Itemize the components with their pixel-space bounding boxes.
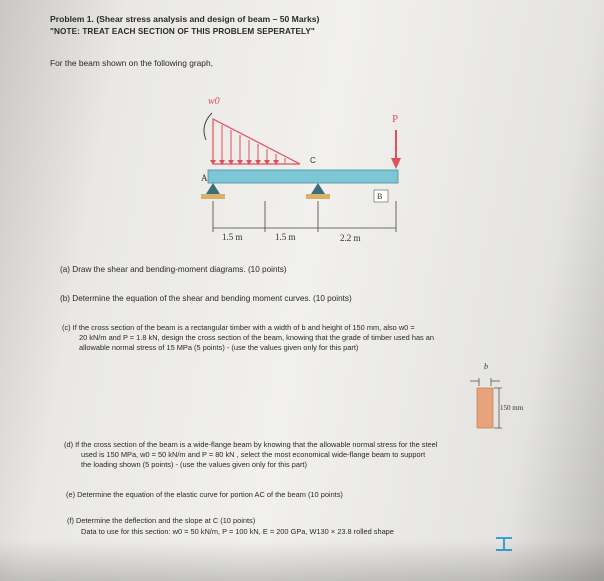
question-f-line1: (f) Determine the deflection and the slope at C (10 points) (67, 516, 256, 525)
support-base-c (306, 194, 330, 199)
timber-section (477, 388, 493, 428)
question-c-line2: 20 kN/m and P = 1.8 kN, design the cross section of the beam, knowing that the grade of timber used has an (79, 333, 435, 342)
question-b: (b) Determine the equation of the shear and bending moment curves. (10 points) (60, 294, 352, 303)
dim-1: 1.5 m (222, 232, 243, 242)
w0-label: w0 (208, 96, 220, 107)
b-label: B (377, 192, 383, 201)
question-c-line1: (c) If the cross section of the beam is a rectangular timber with a width of b and height of 150 mm, also w0 = (62, 323, 415, 332)
section-width-dim (470, 378, 500, 386)
section-h-label: 150 mm (500, 404, 524, 412)
question-e: (e) Determine the equation of the elastic curve for portion AC of the beam (10 points) (66, 490, 343, 499)
support-base-a (201, 194, 225, 199)
question-d-line1: (d) If the cross section of the beam is a wide-flange beam by knowing that the allowable normal stress for the steel (64, 440, 438, 449)
question-c-line3: allowable normal stress of 15 MPa (5 points) - (use the values given only for this part) (79, 343, 359, 352)
beam (208, 170, 398, 183)
curved-arrow-icon (204, 113, 212, 140)
problem-note: "NOTE: TREAT EACH SECTION OF THIS PROBLEM SEPERATELY" (50, 27, 315, 36)
dim-2: 1.5 m (275, 232, 296, 242)
distributed-load-arrows (213, 120, 285, 163)
point-load-arrowhead (391, 158, 401, 169)
dimension-lines (213, 201, 396, 232)
distributed-load-outline (213, 119, 300, 164)
section-b-label: b (484, 362, 488, 371)
problem-title: Problem 1. (Shear stress analysis and design of beam – 50 Marks) (50, 14, 320, 24)
pin-support-a (206, 183, 220, 194)
p-label: P (392, 113, 399, 125)
dim-3: 2.2 m (340, 233, 361, 243)
photo-shadow (0, 540, 604, 581)
c-label: C (310, 156, 316, 165)
problem-intro: For the beam shown on the following graph, (50, 58, 213, 68)
a-label: A (201, 173, 208, 183)
question-d-line2: used is 150 MPa, w0 = 50 kN/m and P = 80 kN , select the most economical wide-flange beam to support (81, 450, 426, 459)
question-f-line2: Data to use for this section: w0 = 50 kN/m, P = 100 kN, E = 200 GPa, W130 × 23.8 rolled shape (81, 527, 394, 536)
question-d-line3: the loading shown (5 points) - (use the values given only for this part) (81, 460, 307, 469)
question-a: (a) Draw the shear and bending-moment diagrams. (10 points) (60, 265, 287, 274)
roller-support-c (311, 183, 325, 194)
